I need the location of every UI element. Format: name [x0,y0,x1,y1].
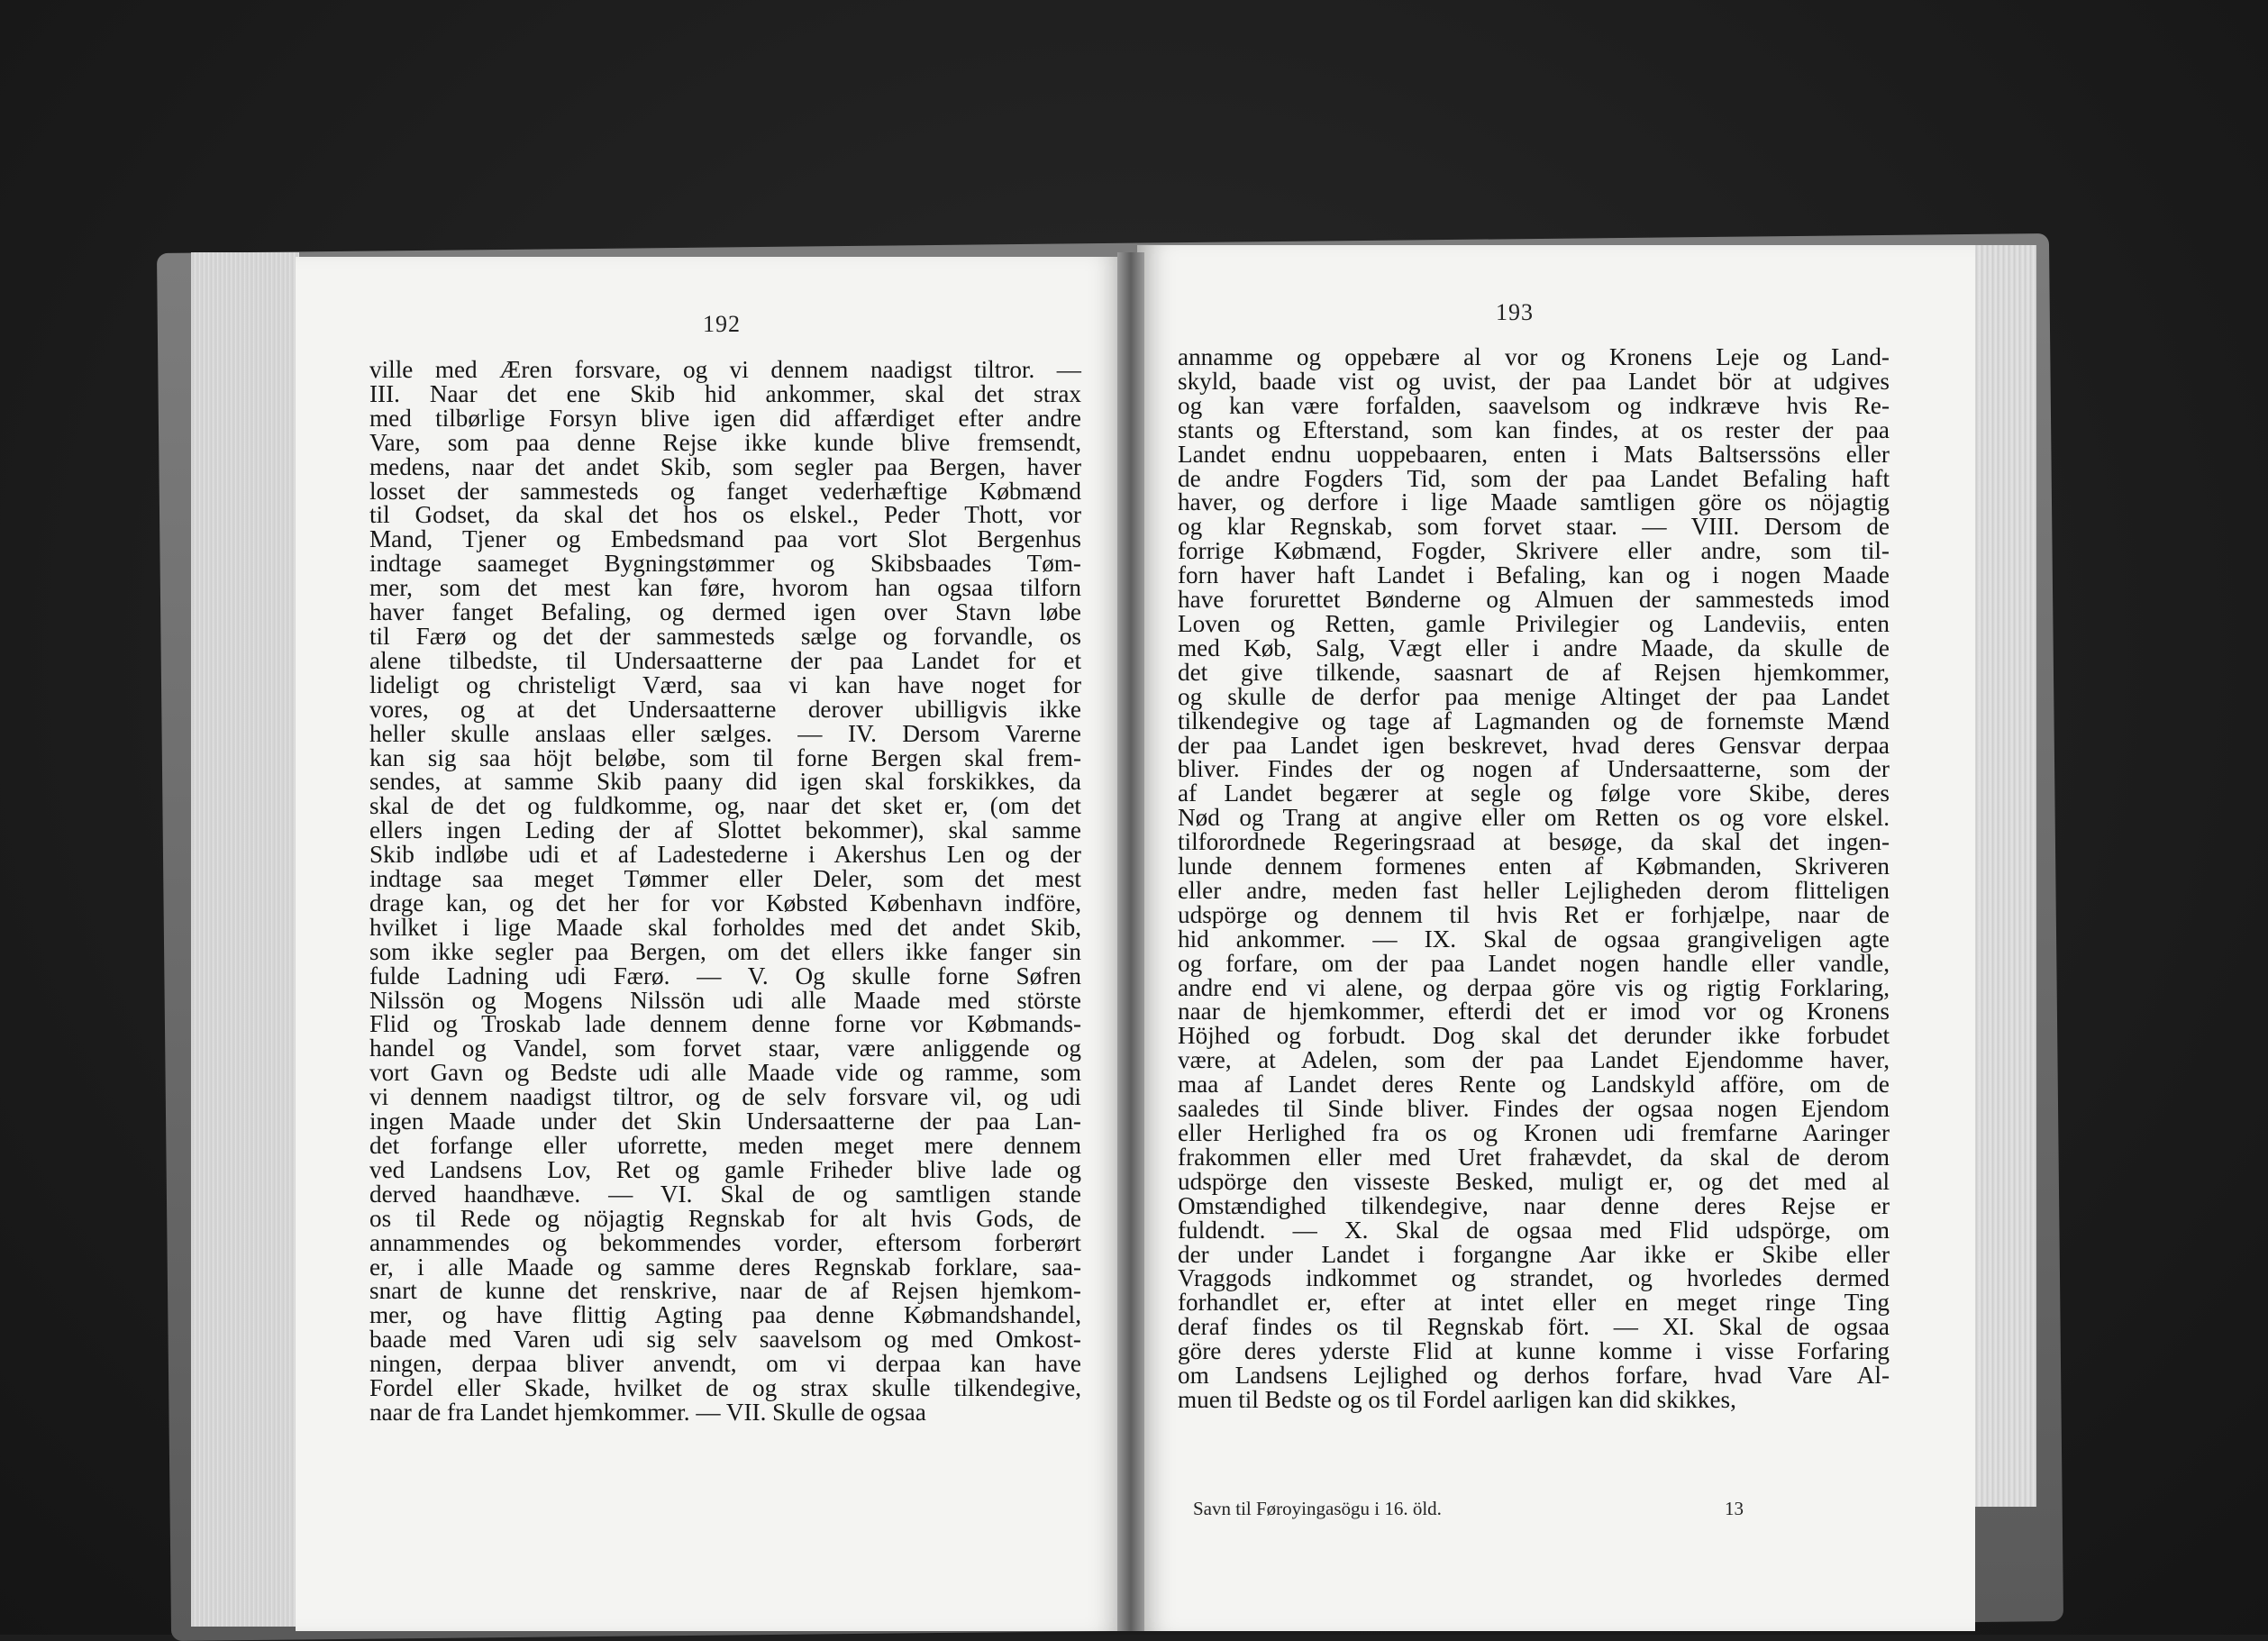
text-line: fuldendt. — X. Skal de ogsaa med Flid udspörge, om [1178,1216,1890,1244]
text-line: vi dennem naadigst tiltror, og de selv forsvare vil, og udi [369,1083,1081,1111]
text-line: lideligt og christeligt Værd, saa vi kan have noget for [369,670,1081,698]
text-line: af Landet begærer at segle og følge vore Skibe, deres [1178,779,1890,807]
text-line: haver fanget Befaling, og dermed igen over Stavn løbe [369,598,1081,626]
page-edges-left [191,252,299,1627]
text-line: derved haandhæve. — VI. Skal de og samtligen stande [369,1180,1081,1208]
text-line: og skulle de derfor paa menige Altinget der paa Landet [1178,682,1890,710]
text-line: ingen Maade under det Skin Undersaatterne der paa Lan- [369,1108,1081,1135]
text-line: ved Landsens Lov, Ret og gamle Friheder blive lade og [369,1155,1081,1183]
left-page-text [369,358,1081,1425]
text-line: til Færø og det der sammesteds sælge og forvandle, os [369,622,1081,650]
text-line: alene tilbedste, til Undersaatterne der paa Landet for et [369,646,1081,674]
text-line: og klar Regnskab, som forvet staar. — VIII. Dersom de [1178,513,1890,541]
text-line: vort Gavn og Bedste udi alle Maade vide og ramme, som [369,1059,1081,1087]
text-line: forrige Købmænd, Fogder, Skrivere eller andre, som til- [1178,537,1890,565]
text-line: Vraggods indkommet og strandet, og hvorledes dermed [1178,1264,1890,1292]
text-line: naar de fra Landet hjemkommer. — VII. Skulle de ogsaa [369,1398,926,1426]
text-line: ningen, derpaa bliver anvendt, om vi derpaa kan have [369,1350,1081,1378]
text-line: og kan være forfalden, saavelsom og indkræve hvis Re- [1178,391,1890,419]
text-line: skal de det og fuldkomme, og, naar det sket er, (om det [369,792,1081,820]
book-gutter [1117,252,1144,1631]
text-line: ville med Æren forsvare, og vi dennem naadigst tiltror. — [369,356,1081,383]
page-number-left: 192 [703,311,741,337]
text-line: os til Rede og nöjagtig Regnskab for alt hvis Gods, de [369,1204,1081,1232]
text-line: saaledes til Sinde bliver. Findes der ogsaa nogen Ejendom [1178,1095,1890,1123]
text-line: Nilssön og Mogens Nilssön udi alle Maade med störste [369,986,1081,1014]
text-line: der under Landet i forgangne Aar ikke er Skibe eller [1178,1240,1890,1268]
text-line: Mand, Tjener og Embedsmand paa vort Slot Bergenhus [369,525,1081,553]
text-line: have forurettet Bønderne og Almuen der sammesteds imod [1178,586,1890,614]
text-line: tilkendegive og tage af Lagmanden og de fornemste Mænd [1178,707,1890,734]
text-line: bliver. Findes der og nogen af Undersaatterne, som der [1178,755,1890,783]
text-line: göre deres yderste Flid at kunne komme i visse Forfaring [1178,1337,1890,1365]
text-line: losset der sammesteds og fanget vederhæftige Købmænd [369,477,1081,505]
text-line: Vare, som paa denne Rejse ikke kunde blive fremsendt, [369,428,1081,456]
text-line: heller skulle anslaas eller sælges. — IV. Dersom Varerne [369,719,1081,747]
text-line: Omstændighed tilkendegive, naar denne deres Rejse er [1178,1191,1890,1219]
text-line: med Køb, Salg, Vægt eller i andre Maade, da skulle de [1178,634,1890,661]
text-line: det give tilkende, saasnart de af Rejsen hjemkommer, [1178,658,1890,686]
text-line: om Landsens Lejlighed og derhos forfare, hvad Vare Al- [1178,1362,1890,1390]
text-line: Landet endnu uoppebaaren, enten i Mats Baltserssöns eller [1178,440,1890,468]
text-line: er, i alle Maade og samme deres Regnskab forklare, saa- [369,1253,1081,1281]
text-line: sendes, at samme Skib paany did igen skal forskikkes, da [369,768,1081,796]
text-line: muen til Bedste og os til Fordel aarligen kan did skikkes, [1178,1385,1736,1413]
page-number-right: 193 [1496,299,1534,325]
text-line: være, at Adelen, som der paa Landet Ejendomme haver, [1178,1046,1890,1074]
text-line: Loven og Retten, gamle Privilegier og Landeviis, enten [1178,609,1890,637]
text-line: haver, og derfore i lige Maade samtligen göre os nöjagtig [1178,488,1890,516]
text-line: Nød og Trang at angive eller om Retten os og vore elskel. [1178,804,1890,832]
text-line: med tilbørlige Forsyn blive igen did affærdiget efter andre [369,404,1081,432]
text-line: snart de kunne det renskrive, naar de af Rejsen hjemkom- [369,1277,1081,1305]
right-page [1137,245,1975,1631]
text-line: andre end vi alene, og derpaa göre vis og rigtig Forklaring, [1178,973,1890,1001]
page-footer [1193,1498,1770,1520]
text-line: baade med Varen udi sig selv saavelsom og med Omkost- [369,1326,1081,1354]
text-line: hid ankommer. — IX. Skal de ogsaa grangiveligen agte [1178,925,1890,953]
text-line: III. Naar det ene Skib hid ankommer, skal det strax [369,379,1081,407]
text-line: Fordel eller Skade, hvilket de og strax skulle tilkendegive, [369,1374,1081,1402]
text-line: og forfare, om der paa Landet nogen handle eller vandle, [1178,949,1890,977]
text-line: lunde dennem formenes enten af Købmanden, Skriveren [1178,852,1890,880]
text-line: kan sig saa höjt beløbe, som til forne Bergen skal frem- [369,743,1081,771]
text-line: Höjhed og forbudt. Dog skal det derunder ikke forbudet [1178,1022,1890,1050]
text-line: drage kan, og det her for vor Købsted København indföre, [369,889,1081,916]
text-line: der paa Landet igen beskrevet, hvad deres Gensvar derpaa [1178,731,1890,759]
text-line: ellers ingen Leding der af Slottet bekommer), skal samme [369,816,1081,844]
text-line: de andre Fogders Tid, som der paa Landet Befaling haft [1178,464,1890,492]
footer-title: Savn til Føroyingasögu i 16. öld. [1193,1498,1442,1519]
text-line: eller Herlighed fra os og Kronen udi fremfarne Aaringer [1178,1119,1890,1146]
text-line: handel og Vandel, som forvet staar, være anliggende og [369,1035,1081,1062]
text-line: forhandlet er, efter at intet eller en meget ringe Ting [1178,1289,1890,1317]
text-line: tilforordnede Regeringsraad at besøge, da skal det ingen- [1178,828,1890,856]
text-line: frakommen eller med Uret frahævdet, da skal de derom [1178,1143,1890,1171]
text-line: fulde Ladning udi Færø. — V. Og skulle forne Søfren [369,962,1081,989]
right-page-text [1178,345,1890,1412]
text-line: forn haver haft Landet i Befaling, kan og i nogen Maade [1178,561,1890,589]
text-line: vores, og at det Undersaatterne derover ubilligvis ikke [369,695,1081,723]
text-line: det forfange eller uforrette, meden meget mere dennem [369,1132,1081,1159]
text-line: skyld, baade vist og uvist, der paa Landet bör at udgives [1178,367,1890,395]
text-line: deraf findes os til Regnskab fört. — XI. Skal de ogsaa [1178,1313,1890,1341]
text-line: annamme og oppebære al vor og Kronens Leje og Land- [1178,343,1890,370]
text-line: maa af Landet deres Rente og Landskyld afföre, om de [1178,1071,1890,1099]
text-line: mer, og have flittig Agting paa denne Købmandshandel, [369,1301,1081,1329]
text-line: stants og Efterstand, som kan findes, at os rester der paa [1178,415,1890,443]
text-line: eller andre, meden fast heller Lejligheden derom flitteligen [1178,876,1890,904]
text-line: naar de hjemkommer, efterdi det er imod vor og Kronens [1178,998,1890,1026]
text-line: medens, naar det andet Skib, som segler paa Bergen, haver [369,452,1081,480]
text-line: udspörge den visseste Besked, muligt er, og det med al [1178,1167,1890,1195]
text-line: udspörge og dennem til hvis Ret er forhjælpe, naar de [1178,900,1890,928]
text-line: til Godset, da skal det hos os elskel., Peder Thott, vor [369,501,1081,529]
text-line: mer, som det mest kan føre, hvorom han ogsaa tilforn [369,574,1081,602]
text-line: annammendes og bekommendes vorder, eftersom forberørt [369,1228,1081,1256]
text-line: indtage saameget Bygningstømmer og Skibsbaades Tøm- [369,550,1081,578]
text-line: indtage saa meget Tømmer eller Deler, som det mest [369,865,1081,893]
text-line: Flid og Troskab lade dennem denne forne vor Købmands- [369,1010,1081,1038]
text-line: som ikke segler paa Bergen, om det ellers ikke fanger sin [369,937,1081,965]
left-page [296,257,1126,1631]
footer-signature: 13 [1725,1498,1744,1519]
text-line: Skib indløbe udi et af Ladestederne i Akershus Len og der [369,841,1081,869]
text-line: hvilket i lige Maade skal forholdes med det andet Skib, [369,913,1081,941]
